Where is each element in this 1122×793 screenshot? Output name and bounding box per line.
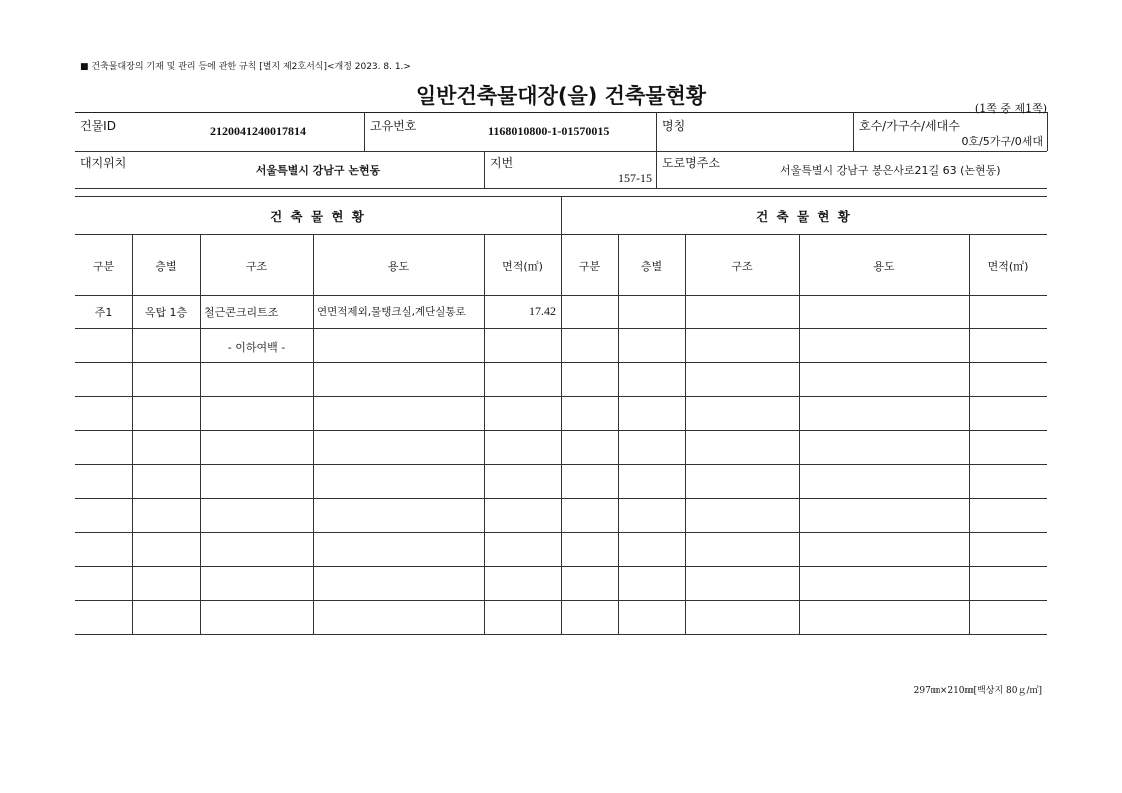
units-value: 0호/5가구/0세대 [961,135,1043,148]
info-divider-1 [364,112,365,151]
form-regulation-note: ■ 건축물대장의 기재 및 관리 등에 관한 규칙 [별지 제2호서식]<개정 2023. 8. 1.> [80,62,411,72]
building-id-value: 2120041240017814 [210,124,306,138]
info-divider-3 [853,112,854,151]
left-col-header-area: 면적(㎡) [502,260,543,273]
name-label: 명칭 [662,119,686,133]
site-label: 대지위치 [80,156,127,170]
left-col-header-kind: 구분 [92,260,115,273]
right-col-header-structure: 구조 [731,260,753,273]
unique-no-label: 고유번호 [370,119,417,133]
col-line-l1 [132,234,133,634]
table-row-2-structure: - 이하여백 - [227,341,286,354]
page-number: (1쪽 중 제1쪽) [974,102,1047,115]
table-row-1-kind: 주1 [94,306,113,319]
col-line-r4 [969,234,970,634]
table-row-1-area: 17.42 [529,304,556,318]
left-col-header-use: 용도 [387,260,410,273]
right-col-header-area: 면적(㎡) [987,260,1029,273]
col-line-r3 [799,234,800,634]
col-line-l3 [313,234,314,634]
col-line-r2 [685,234,686,634]
info-divider-5 [1047,112,1048,151]
table-row-1-use: 연면적제외,물탱크실,계단실통로 [317,306,466,318]
right-col-header-use: 용도 [873,260,895,273]
info-bottom-border [75,188,1047,189]
left-section-title: 건 축 물 현 황 [270,209,366,224]
site-value: 서울특별시 강남구 논현동 [255,164,381,177]
row-line-10 [75,634,1047,635]
lot-label: 지번 [490,156,514,170]
right-col-header-kind: 구분 [578,260,601,273]
lot-value: 157-15 [618,171,652,185]
right-col-header-floor: 층별 [640,260,663,273]
document-title: 일반건축물대장(을) 건축물현황 [415,84,707,108]
info-mid-border [75,151,1047,152]
col-line-l4 [484,234,485,634]
col-line-l2 [200,234,201,634]
unique-no-value: 1168010800-1-01570015 [488,124,610,138]
left-col-header-structure: 구조 [245,260,268,273]
info-divider-2 [656,112,657,188]
table-row-1-floor: 옥탑 1층 [144,306,188,319]
info-divider-4 [484,151,485,188]
road-value: 서울특별시 강남구 봉은사로21길 63 (논현동) [780,164,1001,177]
left-col-header-floor: 층별 [155,260,177,273]
building-id-label: 건물ID [80,119,116,133]
units-label: 호수/가구수/세대수 [859,119,960,133]
paper-spec-footer: 297㎜×210㎜[백상지 80ｇ/㎡] [913,686,1042,696]
col-line-r1 [618,234,619,634]
table-row-1-structure: 철근콘크리트조 [204,306,279,319]
road-label: 도로명주소 [662,156,720,170]
info-top-border [75,112,1047,113]
right-section-title: 건 축 물 현 황 [756,209,852,224]
